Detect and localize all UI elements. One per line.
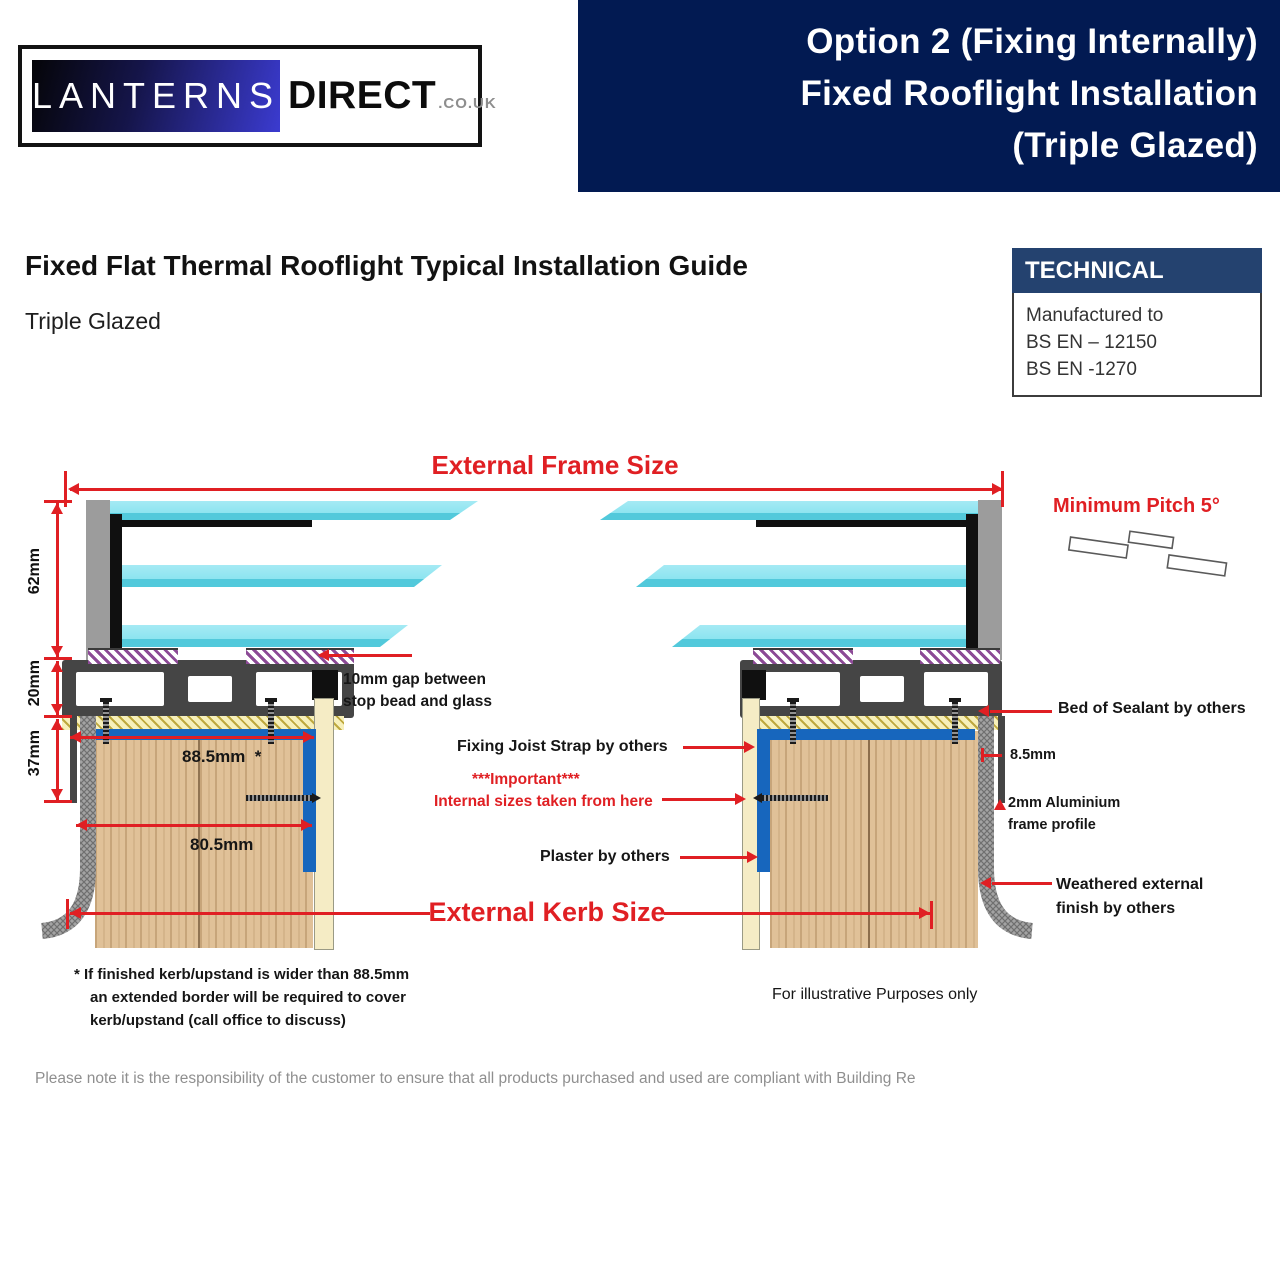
- plaster-label: Plaster by others: [540, 848, 670, 865]
- frame-edge-left: [86, 500, 110, 660]
- dim-tick: [44, 800, 72, 803]
- gap-arrow-icon: [318, 649, 329, 661]
- screw-tip-icon: [753, 793, 762, 803]
- glass-spacer-left: [110, 514, 122, 648]
- fixing-strap-label: Fixing Joist Strap by others: [457, 738, 668, 755]
- banner-line-3: (Triple Glazed): [1012, 126, 1258, 165]
- compliance-note: Please note it is the responsibility of the customer to ensure that all products purchased and used are compliant with Building Re: [35, 1070, 916, 1087]
- lanterns-direct-logo: [18, 45, 497, 147]
- title-banner: [578, 0, 1280, 192]
- sealant-arrow-line: [990, 710, 1052, 713]
- glass-pane: [672, 625, 978, 647]
- gap-label-line2: stop bead and glass: [343, 693, 493, 710]
- dim-805-line: [76, 824, 312, 827]
- dim-20-label: 20mm: [26, 660, 43, 707]
- kerb-size-line-left: [70, 912, 430, 915]
- minimum-pitch-label: Minimum Pitch 5°: [1053, 495, 1220, 517]
- gap-arrow-line: [320, 654, 412, 657]
- technical-body: [1012, 293, 1262, 397]
- frame-chamber: [860, 676, 904, 702]
- thermal-gasket: [920, 648, 1000, 664]
- logo-direct-text: DIRECT: [288, 74, 437, 117]
- plaster-arrow-icon: [747, 851, 758, 863]
- glass-pane: [600, 501, 978, 520]
- frame-size-dim-line: [70, 488, 1003, 491]
- dim-37-label: 37mm: [26, 730, 43, 777]
- screw-tip-icon: [312, 793, 321, 803]
- dim-tick: [44, 657, 72, 660]
- thermal-gasket: [88, 648, 178, 664]
- important-label: ***Important***: [472, 771, 580, 788]
- frame-edge-right: [978, 500, 1002, 660]
- dim-805-arrow-right-icon: [301, 819, 312, 831]
- banner-line-1: Option 2 (Fixing Internally): [806, 22, 1258, 61]
- glass-spacer-bar: [122, 520, 312, 527]
- dim-37-arrow-down-icon: [51, 789, 63, 800]
- dim-62-arrow-down-icon: [51, 646, 63, 657]
- footnote-line1: * If finished kerb/upstand is wider than 88.5mm: [74, 966, 410, 983]
- dim-85-tick: [981, 748, 984, 762]
- internal-sizes-arrow-line: [662, 798, 736, 801]
- dim-885-arrow-right-icon: [303, 731, 314, 743]
- stop-bead-right: [742, 670, 766, 700]
- frame-chamber: [188, 676, 232, 702]
- dim-62-line: [56, 503, 59, 657]
- kerb-size-arrow-left-icon: [70, 907, 81, 919]
- alu-profile-label-line2: frame profile: [1008, 817, 1096, 833]
- banner-line-2: Fixed Rooflight Installation: [800, 74, 1258, 113]
- kerb-size-tick-right: [930, 901, 933, 929]
- kerb-grain-line: [868, 731, 870, 948]
- dim-885-line: [70, 736, 314, 739]
- alu-profile-arrow-icon: [994, 799, 1006, 810]
- pitch-sketch-icon: [1066, 524, 1231, 586]
- frame-size-arrow-right-icon: [992, 483, 1003, 495]
- alu-profile-label-line1: 2mm Aluminium: [1008, 795, 1121, 811]
- logo-lanterns-text: LANTERNS: [32, 75, 281, 116]
- dim-805-arrow-left-icon: [76, 819, 87, 831]
- weathered-label-line1: Weathered external: [1056, 876, 1204, 893]
- logo-gradient-panel: [32, 60, 280, 132]
- glass-pane: [636, 565, 978, 587]
- sealant-bed-right: [760, 716, 1002, 730]
- fixing-strap-arrow-icon: [744, 741, 755, 753]
- illustrative-label: For illustrative Purposes only: [772, 986, 978, 1003]
- weathered-label-line2: finish by others: [1056, 900, 1176, 917]
- external-frame-size-label: External Frame Size: [431, 450, 679, 480]
- thermal-gasket: [753, 648, 853, 664]
- fixing-screw-horizontal: [246, 795, 312, 801]
- fixing-screw-horizontal: [762, 795, 828, 801]
- glass-pane: [110, 565, 442, 587]
- dim-62-arrow-up-icon: [51, 503, 63, 514]
- aluminium-downstand-right: [998, 716, 1005, 803]
- dim-tick: [44, 715, 72, 718]
- page-subtitle: Triple Glazed: [25, 308, 161, 334]
- technical-box: [1012, 248, 1262, 397]
- glass-spacer-bar: [756, 520, 966, 527]
- internal-sizes-arrow-icon: [735, 793, 746, 805]
- dim-37-line: [56, 719, 59, 800]
- dim-20-arrow-up-icon: [51, 661, 63, 672]
- gap-label-line1: 10mm gap between: [343, 671, 486, 688]
- stop-bead-left: [312, 670, 338, 700]
- dim-885-label: 88.5mm *: [182, 747, 262, 766]
- timber-kerb-right: [770, 731, 978, 948]
- glass-pane: [110, 501, 478, 520]
- frame-chamber: [76, 672, 164, 706]
- fixing-screw: [790, 702, 796, 744]
- dim-85-mark: [982, 754, 1002, 757]
- aluminium-downstand-left: [70, 716, 77, 803]
- frame-size-arrow-left-icon: [68, 483, 79, 495]
- dim-805-label: 80.5mm: [190, 835, 254, 854]
- sealant-label: Bed of Sealant by others: [1058, 700, 1246, 717]
- sealant-arrow-icon: [978, 705, 989, 717]
- dim-37-arrow-up-icon: [51, 719, 63, 730]
- dim-62-label: 62mm: [26, 548, 43, 595]
- weathered-arrow-icon: [980, 877, 991, 889]
- technical-header: TECHNICAL: [1012, 248, 1262, 293]
- technical-line-1: Manufactured to: [1026, 305, 1164, 326]
- technical-line-3: BS EN -1270: [1026, 359, 1137, 380]
- kerb-size-tick-left: [66, 899, 69, 929]
- fixing-strap-arrow-line: [683, 746, 745, 749]
- external-kerb-size-label: External Kerb Size: [428, 897, 666, 927]
- footnote-line3: kerb/upstand (call office to discuss): [90, 1012, 346, 1029]
- internal-sizes-label: Internal sizes taken from here: [434, 793, 653, 810]
- kerb-size-line-right: [664, 912, 930, 915]
- glass-spacer-right: [966, 514, 978, 648]
- technical-line-2: BS EN – 12150: [1026, 332, 1157, 353]
- plaster-arrow-line: [680, 856, 748, 859]
- dim-885-arrow-left-icon: [70, 731, 81, 743]
- logo-tld-text: .CO.UK: [438, 94, 497, 112]
- footnote-line2: an extended border will be required to cover: [90, 989, 406, 1006]
- glass-pane: [110, 625, 408, 647]
- kerb-size-arrow-right-icon: [919, 907, 930, 919]
- dim-20-arrow-down-icon: [51, 704, 63, 715]
- weathered-arrow-line: [992, 882, 1052, 885]
- page-title: Fixed Flat Thermal Rooflight Typical Installation Guide: [25, 250, 748, 281]
- fixing-screw: [952, 702, 958, 744]
- dim-85-label: 8.5mm: [1010, 747, 1056, 763]
